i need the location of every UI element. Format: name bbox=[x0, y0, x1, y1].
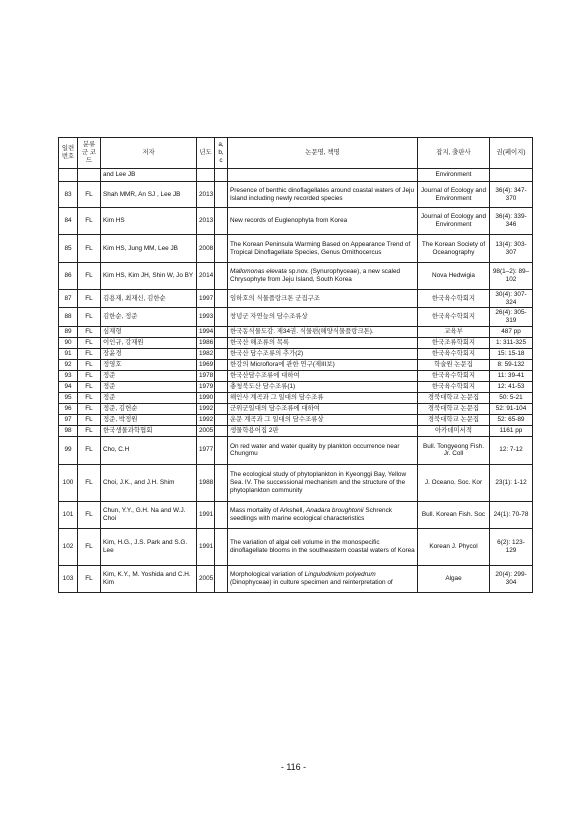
cell-serial-number: 98 bbox=[59, 425, 78, 436]
cell-volume-pages: 1: 311-325 bbox=[490, 337, 533, 348]
cell-volume-pages: 50: 5-21 bbox=[490, 392, 533, 403]
cell-year: 1988 bbox=[197, 464, 215, 501]
cell-journal: 한국육수학회지 bbox=[418, 381, 490, 392]
cell-taxon-code: FL bbox=[78, 381, 101, 392]
cell-abc bbox=[215, 414, 228, 425]
cell-title bbox=[228, 392, 418, 403]
cell-serial-number: 90 bbox=[59, 337, 78, 348]
cell-title bbox=[228, 425, 418, 436]
cell-volume-pages: 15: 15-18 bbox=[490, 348, 533, 359]
title-text: Presence of benthic dinoflagellates around coastal waters of Jeju Island including newly recorded species bbox=[230, 186, 415, 202]
cell-taxon-code: FL bbox=[78, 308, 101, 326]
cell-taxon-code: FL bbox=[78, 528, 101, 565]
table-row bbox=[59, 392, 533, 403]
cell-abc bbox=[215, 182, 228, 208]
cell-year: 1994 bbox=[197, 326, 215, 337]
cell-serial-number: 86 bbox=[59, 263, 78, 290]
cell-title bbox=[228, 326, 418, 337]
cell-abc bbox=[215, 337, 228, 348]
table-row bbox=[59, 208, 533, 235]
cell-volume-pages: 487 pp bbox=[490, 326, 533, 337]
cell-year bbox=[197, 169, 215, 182]
cell-title bbox=[228, 235, 418, 263]
cell-abc bbox=[215, 501, 228, 528]
cell-author: 심재형 bbox=[101, 326, 197, 337]
cell-year: 2005 bbox=[197, 565, 215, 592]
cell-year: 1969 bbox=[197, 359, 215, 370]
header-author: 저자 bbox=[101, 138, 197, 169]
title-text: 창녕군 자연늪의 담수조류상 bbox=[230, 313, 308, 321]
header-journal: 잡지, 출판사 bbox=[418, 138, 490, 169]
cell-serial-number: 102 bbox=[59, 528, 78, 565]
cell-taxon-code: FL bbox=[78, 436, 101, 464]
cell-volume-pages: 52: 91-104 bbox=[490, 403, 533, 414]
cell-author: Kim HS, Jung MM, Lee JB bbox=[101, 235, 197, 263]
cell-volume-pages: 23(1): 1-12 bbox=[490, 464, 533, 501]
cell-author: 김용재, 최재신, 김한순 bbox=[101, 290, 197, 308]
table-row bbox=[59, 425, 533, 436]
cell-author: 정준 bbox=[101, 370, 197, 381]
title-text: On red water and water quality by plankton occurrence near Chungmu bbox=[230, 442, 400, 458]
cell-year: 1993 bbox=[197, 308, 215, 326]
cell-taxon-code: FL bbox=[78, 370, 101, 381]
cell-taxon-code: FL bbox=[78, 326, 101, 337]
cell-serial-number: 95 bbox=[59, 392, 78, 403]
cell-title bbox=[228, 290, 418, 308]
cell-taxon-code: FL bbox=[78, 235, 101, 263]
cell-author: Kim HS, Kim JH, Shin W, Jo BY bbox=[101, 263, 197, 290]
cell-abc bbox=[215, 235, 228, 263]
title-text: 군위군일대의 담수조류에 대하여 bbox=[230, 404, 320, 412]
title-text: The variation of algal cell volume in the monospecific dinoflagellate blooms in the southeastern coastal waters of Korea bbox=[230, 539, 415, 554]
table-row bbox=[59, 528, 533, 565]
title-text: 생물학용어집 2판 bbox=[230, 426, 279, 434]
cell-journal: 한국육수학회지 bbox=[418, 308, 490, 326]
cell-serial-number bbox=[59, 169, 78, 182]
table-row bbox=[59, 235, 533, 263]
cell-title bbox=[228, 348, 418, 359]
cell-author: Choi, J.K., and J.H. Shim bbox=[101, 464, 197, 501]
cell-journal: 경북대학교 논문집 bbox=[418, 392, 490, 403]
cell-serial-number: 94 bbox=[59, 381, 78, 392]
cell-journal: 한국육수학회지 bbox=[418, 290, 490, 308]
cell-volume-pages: 52: 65-89 bbox=[490, 414, 533, 425]
cell-title bbox=[228, 359, 418, 370]
cell-serial-number: 83 bbox=[59, 182, 78, 208]
table-row bbox=[59, 436, 533, 464]
cell-volume-pages: 13(4): 303-307 bbox=[490, 235, 533, 263]
table-row bbox=[59, 308, 533, 326]
cell-taxon-code: FL bbox=[78, 414, 101, 425]
cell-serial-number: 97 bbox=[59, 414, 78, 425]
table-row bbox=[59, 263, 533, 290]
cell-volume-pages: 12: 7-12 bbox=[490, 436, 533, 464]
cell-volume-pages: 98(1–2): 89–102 bbox=[490, 263, 533, 290]
cell-taxon-code: FL bbox=[78, 337, 101, 348]
cell-author: 정준, 박정원 bbox=[101, 414, 197, 425]
cell-author: 이인규, 강재원 bbox=[101, 337, 197, 348]
cell-journal: 교육부 bbox=[418, 326, 490, 337]
cell-year: 1977 bbox=[197, 436, 215, 464]
cell-taxon-code: FL bbox=[78, 263, 101, 290]
cell-journal: 한국육수학회지 bbox=[418, 348, 490, 359]
cell-abc bbox=[215, 263, 228, 290]
table-row bbox=[59, 359, 533, 370]
title-species-name: Anadara broughtonii bbox=[306, 507, 364, 515]
cell-serial-number: 101 bbox=[59, 501, 78, 528]
cell-abc bbox=[215, 348, 228, 359]
reference-table bbox=[58, 137, 533, 593]
table-row bbox=[59, 403, 533, 414]
cell-serial-number: 93 bbox=[59, 370, 78, 381]
cell-serial-number: 103 bbox=[59, 565, 78, 592]
cell-author: 김한순, 정준 bbox=[101, 308, 197, 326]
cell-year: 1991 bbox=[197, 528, 215, 565]
cell-journal: 한국조류학회지 bbox=[418, 337, 490, 348]
cell-year: 1982 bbox=[197, 348, 215, 359]
table-row bbox=[59, 182, 533, 208]
cell-taxon-code: FL bbox=[78, 359, 101, 370]
cell-journal: Bull. Korean Fish. Soc bbox=[418, 501, 490, 528]
cell-serial-number: 88 bbox=[59, 308, 78, 326]
cell-title bbox=[228, 370, 418, 381]
title-text: Schrenck seedlings with marine ecological characteristics bbox=[230, 507, 392, 522]
cell-volume-pages: 24(1): 70-78 bbox=[490, 501, 533, 528]
cell-title bbox=[228, 337, 418, 348]
table-row bbox=[59, 381, 533, 392]
cell-abc bbox=[215, 392, 228, 403]
cell-serial-number: 91 bbox=[59, 348, 78, 359]
cell-journal: J. Oceano. Soc. Kor bbox=[418, 464, 490, 501]
cell-author: 정준, 김헌순 bbox=[101, 403, 197, 414]
cell-abc bbox=[215, 359, 228, 370]
table-row bbox=[59, 326, 533, 337]
cell-journal: Journal of Ecology and Environment bbox=[418, 182, 490, 208]
title-text: 임하호의 식물플랑크톤 군집구조 bbox=[230, 294, 320, 302]
cell-year: 2013 bbox=[197, 208, 215, 235]
cell-abc bbox=[215, 326, 228, 337]
cell-year: 1978 bbox=[197, 370, 215, 381]
cell-volume-pages: 20(4): 299-304 bbox=[490, 565, 533, 592]
cell-year: 1986 bbox=[197, 337, 215, 348]
cell-author: Kim HS bbox=[101, 208, 197, 235]
cell-taxon-code: FL bbox=[78, 208, 101, 235]
cell-journal: The Korean Society of Oceanography bbox=[418, 235, 490, 263]
cell-author: 장윤경 bbox=[101, 348, 197, 359]
cell-abc bbox=[215, 436, 228, 464]
cell-year: 1997 bbox=[197, 290, 215, 308]
cell-taxon-code: FL bbox=[78, 565, 101, 592]
cell-abc bbox=[215, 308, 228, 326]
title-text: New records of Euglenophyta from Korea bbox=[230, 217, 348, 225]
cell-title bbox=[228, 414, 418, 425]
table-row bbox=[59, 337, 533, 348]
title-text-prefix: Morphological variation of bbox=[230, 571, 305, 579]
cell-volume-pages: 36(4): 339-346 bbox=[490, 208, 533, 235]
page-number: - 116 - bbox=[280, 762, 307, 772]
cell-volume-pages: 8: 59-132 bbox=[490, 359, 533, 370]
title-text: 한국산담수조류에 대하여 bbox=[230, 371, 300, 379]
cell-volume-pages: 30(4): 307-324 bbox=[490, 290, 533, 308]
table-row bbox=[59, 464, 533, 501]
table-body bbox=[59, 169, 533, 593]
title-text: (Dinophyceae) in culture specimen and reinterpretation of bbox=[230, 578, 393, 586]
cell-taxon-code: FL bbox=[78, 348, 101, 359]
cell-abc bbox=[215, 403, 228, 414]
cell-serial-number: 87 bbox=[59, 290, 78, 308]
reference-table-container bbox=[58, 137, 532, 593]
cell-author: 정영호 bbox=[101, 359, 197, 370]
cell-title bbox=[228, 436, 418, 464]
cell-author: 한국생물과학협회 bbox=[101, 425, 197, 436]
cell-abc bbox=[215, 169, 228, 182]
title-text: 한국산 해조류의 목록 bbox=[230, 338, 290, 346]
cell-title bbox=[228, 182, 418, 208]
cell-volume-pages: 36(4): 347-370 bbox=[490, 182, 533, 208]
cell-serial-number: 99 bbox=[59, 436, 78, 464]
cell-serial-number: 100 bbox=[59, 464, 78, 501]
title-text-prefix: Mass mortality of Arkshell, bbox=[230, 507, 306, 515]
table-row bbox=[59, 501, 533, 528]
cell-title bbox=[228, 464, 418, 501]
cell-author: Shah MMR, An SJ , Lee JB bbox=[101, 182, 197, 208]
cell-author: 정준 bbox=[101, 392, 197, 403]
cell-abc bbox=[215, 290, 228, 308]
cell-serial-number: 96 bbox=[59, 403, 78, 414]
title-text: 충청북도산 담수조류(1) bbox=[230, 382, 296, 390]
cell-journal: 학술원 논문집 bbox=[418, 359, 490, 370]
cell-journal: Environment bbox=[418, 169, 490, 182]
cell-title bbox=[228, 169, 418, 182]
cell-journal: Algae bbox=[418, 565, 490, 592]
cell-abc bbox=[215, 565, 228, 592]
cell-year: 2013 bbox=[197, 182, 215, 208]
cell-year: 2008 bbox=[197, 235, 215, 263]
cell-volume-pages bbox=[490, 169, 533, 182]
cell-taxon-code: FL bbox=[78, 290, 101, 308]
cell-abc bbox=[215, 464, 228, 501]
cell-taxon-code: FL bbox=[78, 392, 101, 403]
title-text: 해인사 계곡과 그 일대의 담수조류 bbox=[230, 393, 324, 401]
cell-taxon-code: FL bbox=[78, 403, 101, 414]
cell-abc bbox=[215, 528, 228, 565]
table-row bbox=[59, 169, 533, 182]
title-species-name: Mallomonas elevata bbox=[230, 268, 287, 276]
cell-title bbox=[228, 263, 418, 290]
cell-serial-number: 84 bbox=[59, 208, 78, 235]
cell-author: 정준 bbox=[101, 381, 197, 392]
cell-journal: Korean J. Phycol bbox=[418, 528, 490, 565]
cell-volume-pages: 11: 39-41 bbox=[490, 370, 533, 381]
cell-year: 1992 bbox=[197, 403, 215, 414]
header-year: 년도 bbox=[197, 138, 215, 169]
cell-title bbox=[228, 381, 418, 392]
cell-journal: 한국육수학회지 bbox=[418, 370, 490, 381]
table-row bbox=[59, 348, 533, 359]
cell-year: 1979 bbox=[197, 381, 215, 392]
cell-year: 2014 bbox=[197, 263, 215, 290]
table-row bbox=[59, 414, 533, 425]
title-text: The Korean Peninsula Warming Based on Appearance Trend of Tropical Dinoflagellate Species, Genus Ornithocercus bbox=[230, 240, 411, 256]
cell-abc bbox=[215, 370, 228, 381]
header-serial-number: 일련 번호 bbox=[59, 138, 78, 169]
cell-serial-number: 85 bbox=[59, 235, 78, 263]
header-title: 논문명, 책명 bbox=[228, 138, 418, 169]
cell-author: Kim, H.G., J.S. Park and S.G. Lee bbox=[101, 528, 197, 565]
cell-journal: 아카데미서적 bbox=[418, 425, 490, 436]
cell-year: 1990 bbox=[197, 392, 215, 403]
cell-author: Kim, K.Y., M. Yoshida and C.H. Kim bbox=[101, 565, 197, 592]
cell-author: Chun, Y.Y., G.H. Na and W.J. Choi bbox=[101, 501, 197, 528]
cell-title bbox=[228, 403, 418, 414]
cell-year: 2005 bbox=[197, 425, 215, 436]
cell-author: Cho, C.H bbox=[101, 436, 197, 464]
cell-title bbox=[228, 565, 418, 592]
cell-title bbox=[228, 208, 418, 235]
cell-journal: 경북대학교 논문집 bbox=[418, 403, 490, 414]
table-row bbox=[59, 370, 533, 381]
cell-taxon-code: FL bbox=[78, 425, 101, 436]
cell-serial-number: 89 bbox=[59, 326, 78, 337]
cell-taxon-code: FL bbox=[78, 464, 101, 501]
cell-year: 1992 bbox=[197, 414, 215, 425]
title-text: 한국동식물도감. 제34권. 식물편(해양식물플랑크톤). bbox=[230, 327, 374, 335]
cell-title bbox=[228, 308, 418, 326]
cell-author: and Lee JB bbox=[101, 169, 197, 182]
cell-journal: Nova Hedwigia bbox=[418, 263, 490, 290]
cell-abc bbox=[215, 208, 228, 235]
cell-abc bbox=[215, 425, 228, 436]
title-text: 한국산 담수조류의 추가(2) bbox=[230, 349, 304, 357]
header-taxon-code: 분류군 코드 bbox=[78, 138, 101, 169]
cell-volume-pages: 6(2): 123-129 bbox=[490, 528, 533, 565]
cell-year: 1991 bbox=[197, 501, 215, 528]
title-text: The ecological study of phytoplankton in Kyeonggi Bay, Yellow Sea. IV. The successional mechanism and the structure of the phytoplankton community bbox=[230, 471, 407, 494]
title-species-name: Lingulodinium polyedrum bbox=[304, 571, 376, 579]
cell-title bbox=[228, 528, 418, 565]
cell-journal: 경북대학교 논문집 bbox=[418, 414, 490, 425]
title-text: 운문 계곡과 그 일대의 담수조류상 bbox=[230, 415, 324, 423]
header-volume-pages: 권(페이지) bbox=[490, 138, 533, 169]
title-text: sp.nov. (Synurophyceae), a new scaled Chrysophyte from Jeju Island, South Korea bbox=[230, 268, 401, 283]
table-header-row bbox=[59, 138, 533, 169]
cell-journal: Journal of Ecology and Environment bbox=[418, 208, 490, 235]
table-row bbox=[59, 290, 533, 308]
cell-volume-pages: 1161 pp bbox=[490, 425, 533, 436]
cell-taxon-code bbox=[78, 169, 101, 182]
cell-serial-number: 92 bbox=[59, 359, 78, 370]
header-abc: a, b, c bbox=[215, 138, 228, 169]
cell-journal: Bull. Tongyeong Fish. Jr. Coll bbox=[418, 436, 490, 464]
cell-volume-pages: 26(4): 305-319 bbox=[490, 308, 533, 326]
table-row bbox=[59, 565, 533, 592]
cell-title bbox=[228, 501, 418, 528]
cell-volume-pages: 12: 41-53 bbox=[490, 381, 533, 392]
cell-abc bbox=[215, 381, 228, 392]
cell-taxon-code: FL bbox=[78, 182, 101, 208]
cell-taxon-code: FL bbox=[78, 501, 101, 528]
title-text: 한강의 Microflora에 관한 연구(제III보) bbox=[230, 360, 335, 368]
